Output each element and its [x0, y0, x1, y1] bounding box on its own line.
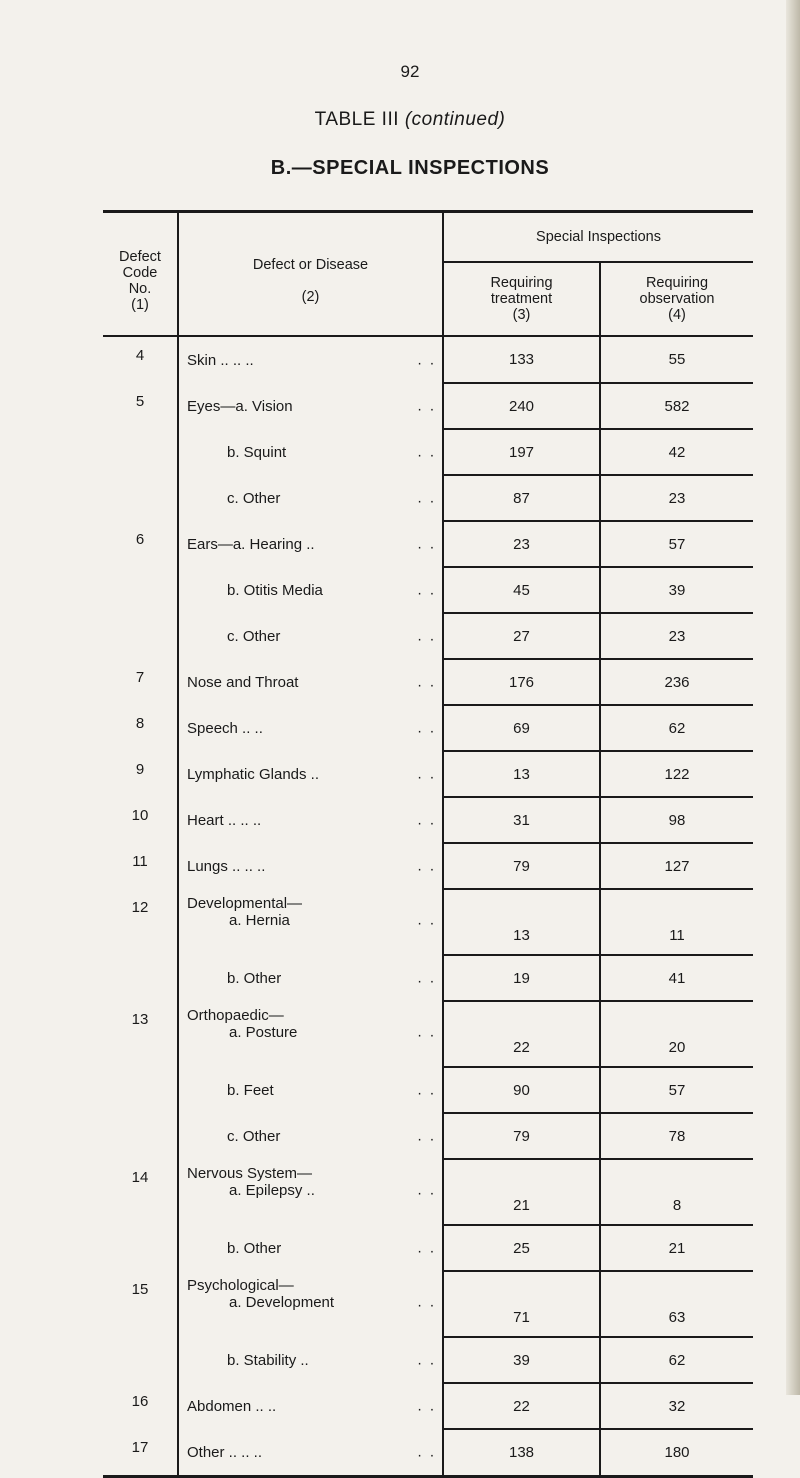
leader-dots: . .: [417, 443, 436, 461]
defect-name: [178, 1067, 443, 1113]
defect-name: [178, 1271, 443, 1337]
defect-code: 13: [131, 1011, 149, 1028]
defect-name: [178, 1113, 443, 1159]
table-row: [103, 843, 753, 889]
table-row: [103, 429, 753, 475]
header-treatment-line: treatment: [490, 291, 553, 307]
defect-name: [178, 383, 443, 429]
defect-name: [178, 1337, 443, 1383]
defect-code: [103, 1225, 178, 1271]
observation-count: 98: [600, 797, 753, 843]
defect-name: [178, 567, 443, 613]
defect-label: b. Stability ..: [227, 1351, 309, 1369]
observation-count: 127: [600, 843, 753, 889]
header-defect: [178, 212, 443, 337]
treatment-count: 90: [443, 1067, 600, 1113]
leader-dots: . .: [417, 489, 436, 507]
table-row: [103, 521, 753, 567]
header-treatment: [443, 262, 600, 336]
header-code-line: Defect: [119, 249, 161, 265]
table-heading: [0, 109, 800, 131]
table-note: (continued): [404, 109, 506, 130]
header-defect-line: (2): [301, 289, 320, 305]
leader-dots: . .: [417, 1397, 436, 1415]
defect-name: [178, 1001, 443, 1067]
treatment-count: 197: [443, 429, 600, 475]
observation-count: 21: [600, 1225, 753, 1271]
table-row: [103, 1159, 753, 1225]
leader-dots: . .: [417, 969, 436, 987]
treatment-count: 23: [443, 521, 600, 567]
observation-count: 122: [600, 751, 753, 797]
defect-code: [103, 475, 178, 521]
leader-dots: . .: [417, 719, 436, 737]
defect-code: [103, 1113, 178, 1159]
treatment-count: 71: [443, 1271, 600, 1337]
defect-name: [178, 1429, 443, 1477]
observation-count: 78: [600, 1113, 753, 1159]
observation-count: 42: [600, 429, 753, 475]
treatment-count: 79: [443, 1113, 600, 1159]
defect-group: Psychological—: [187, 1277, 294, 1294]
leader-dots: . .: [417, 765, 436, 783]
observation-count: 20: [600, 1001, 753, 1067]
defect-code: 11: [132, 853, 148, 870]
observation-count: 23: [600, 613, 753, 659]
leader-dots: . .: [417, 1127, 436, 1145]
treatment-count: 13: [443, 751, 600, 797]
table-row: [103, 1337, 753, 1383]
defect-subtype: a. Epilepsy ..: [229, 1182, 315, 1199]
leader-dots: . .: [417, 1293, 436, 1311]
treatment-count: 22: [443, 1383, 600, 1429]
header-observation-line: Requiring: [645, 275, 709, 291]
treatment-count: 79: [443, 843, 600, 889]
observation-count: 11: [600, 889, 753, 955]
defect-name: [178, 705, 443, 751]
defect-code: [103, 567, 178, 613]
leader-dots: . .: [417, 627, 436, 645]
defect-code: 10: [131, 807, 149, 824]
defect-name: [178, 797, 443, 843]
defect-name: [178, 1383, 443, 1429]
table-row: [103, 1067, 753, 1113]
header-code: [103, 212, 178, 337]
observation-count: 62: [600, 705, 753, 751]
observation-count: 582: [600, 383, 753, 429]
header-group: Special Inspections: [443, 212, 753, 263]
defect-code: 7: [135, 669, 145, 686]
header-treatment-line: (3): [512, 307, 531, 323]
defect-code: 9: [135, 761, 145, 778]
defect-label: Speech .. ..: [187, 719, 263, 737]
leader-dots: . .: [417, 1181, 436, 1199]
treatment-count: 240: [443, 383, 600, 429]
section-title: B.—SPECIAL INSPECTIONS: [270, 157, 550, 179]
treatment-count: 25: [443, 1225, 600, 1271]
treatment-count: 13: [443, 889, 600, 955]
observation-count: 180: [600, 1429, 753, 1477]
defect-label: Lymphatic Glands ..: [187, 765, 320, 783]
header-defect-line: Defect or Disease: [252, 257, 369, 273]
defect-code: 16: [131, 1393, 149, 1410]
treatment-count: 27: [443, 613, 600, 659]
defect-code: 4: [135, 347, 145, 364]
defect-code: [103, 429, 178, 475]
defect-label: c. Other: [227, 489, 281, 507]
table-row: [103, 889, 753, 955]
header-code-line: (1): [131, 297, 149, 313]
defect-label: Nose and Throat: [187, 673, 299, 691]
header-code-line: Code: [122, 265, 158, 281]
defect-label: Other .. .. ..: [187, 1443, 263, 1461]
defect-label: c. Other: [227, 1127, 281, 1145]
observation-count: 55: [600, 336, 753, 383]
observation-count: 62: [600, 1337, 753, 1383]
defect-name: [178, 659, 443, 705]
leader-dots: . .: [417, 811, 436, 829]
treatment-count: 133: [443, 336, 600, 383]
treatment-count: 39: [443, 1337, 600, 1383]
treatment-count: 21: [443, 1159, 600, 1225]
leader-dots: . .: [417, 535, 436, 553]
defect-group: Nervous System—: [187, 1165, 313, 1182]
table-body: [103, 336, 753, 1477]
defect-code: [103, 613, 178, 659]
leader-dots: . .: [417, 581, 436, 599]
defect-name: [178, 843, 443, 889]
defect-name: [178, 955, 443, 1001]
leader-dots: . .: [417, 1081, 436, 1099]
treatment-count: 45: [443, 567, 600, 613]
defect-code: [103, 1337, 178, 1383]
defect-group: Orthopaedic—: [187, 1007, 284, 1024]
table-row: [103, 1271, 753, 1337]
leader-dots: . .: [417, 1351, 436, 1369]
defect-label: Eyes—a. Vision: [187, 397, 293, 415]
observation-count: 236: [600, 659, 753, 705]
defect-code: 17: [103, 1429, 178, 1477]
defect-subtype: a. Development: [229, 1294, 335, 1311]
leader-dots: . .: [417, 911, 436, 929]
table-row: [103, 1225, 753, 1271]
table-row: [103, 751, 753, 797]
treatment-count: 87: [443, 475, 600, 521]
defect-code: 5: [135, 393, 145, 410]
leader-dots: . .: [417, 351, 436, 369]
page-number: 92: [400, 62, 420, 81]
leader-dots: . .: [417, 1023, 436, 1041]
treatment-count: 19: [443, 955, 600, 1001]
table-row: [103, 567, 753, 613]
header-observation-line: (4): [668, 307, 686, 323]
defect-label: b. Otitis Media: [227, 581, 323, 599]
observation-count: 23: [600, 475, 753, 521]
defect-name: [178, 613, 443, 659]
defect-group: Developmental—: [187, 895, 303, 912]
defect-label: b. Squint: [227, 443, 287, 461]
defect-label: b. Other: [227, 1239, 282, 1257]
observation-count: 32: [600, 1383, 753, 1429]
table-title: TABLE III: [314, 109, 400, 130]
table-row: [103, 659, 753, 705]
defect-label: Heart .. .. ..: [187, 811, 262, 829]
defect-subtype: a. Posture: [229, 1024, 298, 1041]
treatment-count: 69: [443, 705, 600, 751]
table-row: [103, 955, 753, 1001]
defect-name: [178, 889, 443, 955]
defect-label: Abdomen .. ..: [187, 1397, 277, 1415]
observation-count: 39: [600, 567, 753, 613]
observation-count: 63: [600, 1271, 753, 1337]
defect-code: 6: [135, 531, 145, 548]
defect-label: c. Other: [227, 627, 281, 645]
defect-label: b. Feet: [227, 1081, 274, 1099]
table-row: [103, 336, 753, 383]
defect-label: Skin .. .. ..: [187, 351, 254, 369]
defect-code: 14: [131, 1169, 149, 1186]
header-observation-line: observation: [639, 291, 715, 307]
table-row: [103, 1001, 753, 1067]
defect-name: [178, 521, 443, 567]
table-row: [103, 1113, 753, 1159]
defect-name: [178, 475, 443, 521]
leader-dots: . .: [417, 1443, 436, 1461]
defect-label: Lungs .. .. ..: [187, 857, 266, 875]
header-treatment-line: Requiring: [490, 275, 553, 291]
table-row: [103, 1383, 753, 1429]
defect-code: 8: [135, 715, 145, 732]
defect-name: [178, 751, 443, 797]
observation-count: 8: [600, 1159, 753, 1225]
table-row: [103, 1429, 753, 1477]
observation-count: 57: [600, 521, 753, 567]
header-code-line: No.: [128, 281, 152, 297]
defect-label: b. Other: [227, 969, 282, 987]
leader-dots: . .: [417, 857, 436, 875]
defect-code: 15: [131, 1281, 149, 1298]
table-row: [103, 613, 753, 659]
leader-dots: . .: [417, 1239, 436, 1257]
defect-name: [178, 429, 443, 475]
defect-code: 12: [131, 899, 149, 916]
observation-count: 41: [600, 955, 753, 1001]
leader-dots: . .: [417, 397, 436, 415]
treatment-count: 138: [443, 1429, 600, 1477]
table-row: [103, 475, 753, 521]
leader-dots: . .: [417, 673, 436, 691]
defect-name: [178, 1225, 443, 1271]
header-observation: [600, 262, 753, 336]
treatment-count: 31: [443, 797, 600, 843]
defect-code: [103, 1067, 178, 1113]
table-row: [103, 705, 753, 751]
observation-count: 57: [600, 1067, 753, 1113]
defect-code: [103, 955, 178, 1001]
treatment-count: 176: [443, 659, 600, 705]
defect-name: [178, 1159, 443, 1225]
page-edge: [786, 0, 800, 1395]
table-row: [103, 797, 753, 843]
defect-name: [178, 336, 443, 383]
defect-label: Ears—a. Hearing ..: [187, 535, 315, 553]
defect-subtype: a. Hernia: [229, 912, 290, 929]
treatment-count: 22: [443, 1001, 600, 1067]
table-row: [103, 383, 753, 429]
special-inspections-table: [103, 210, 753, 1478]
